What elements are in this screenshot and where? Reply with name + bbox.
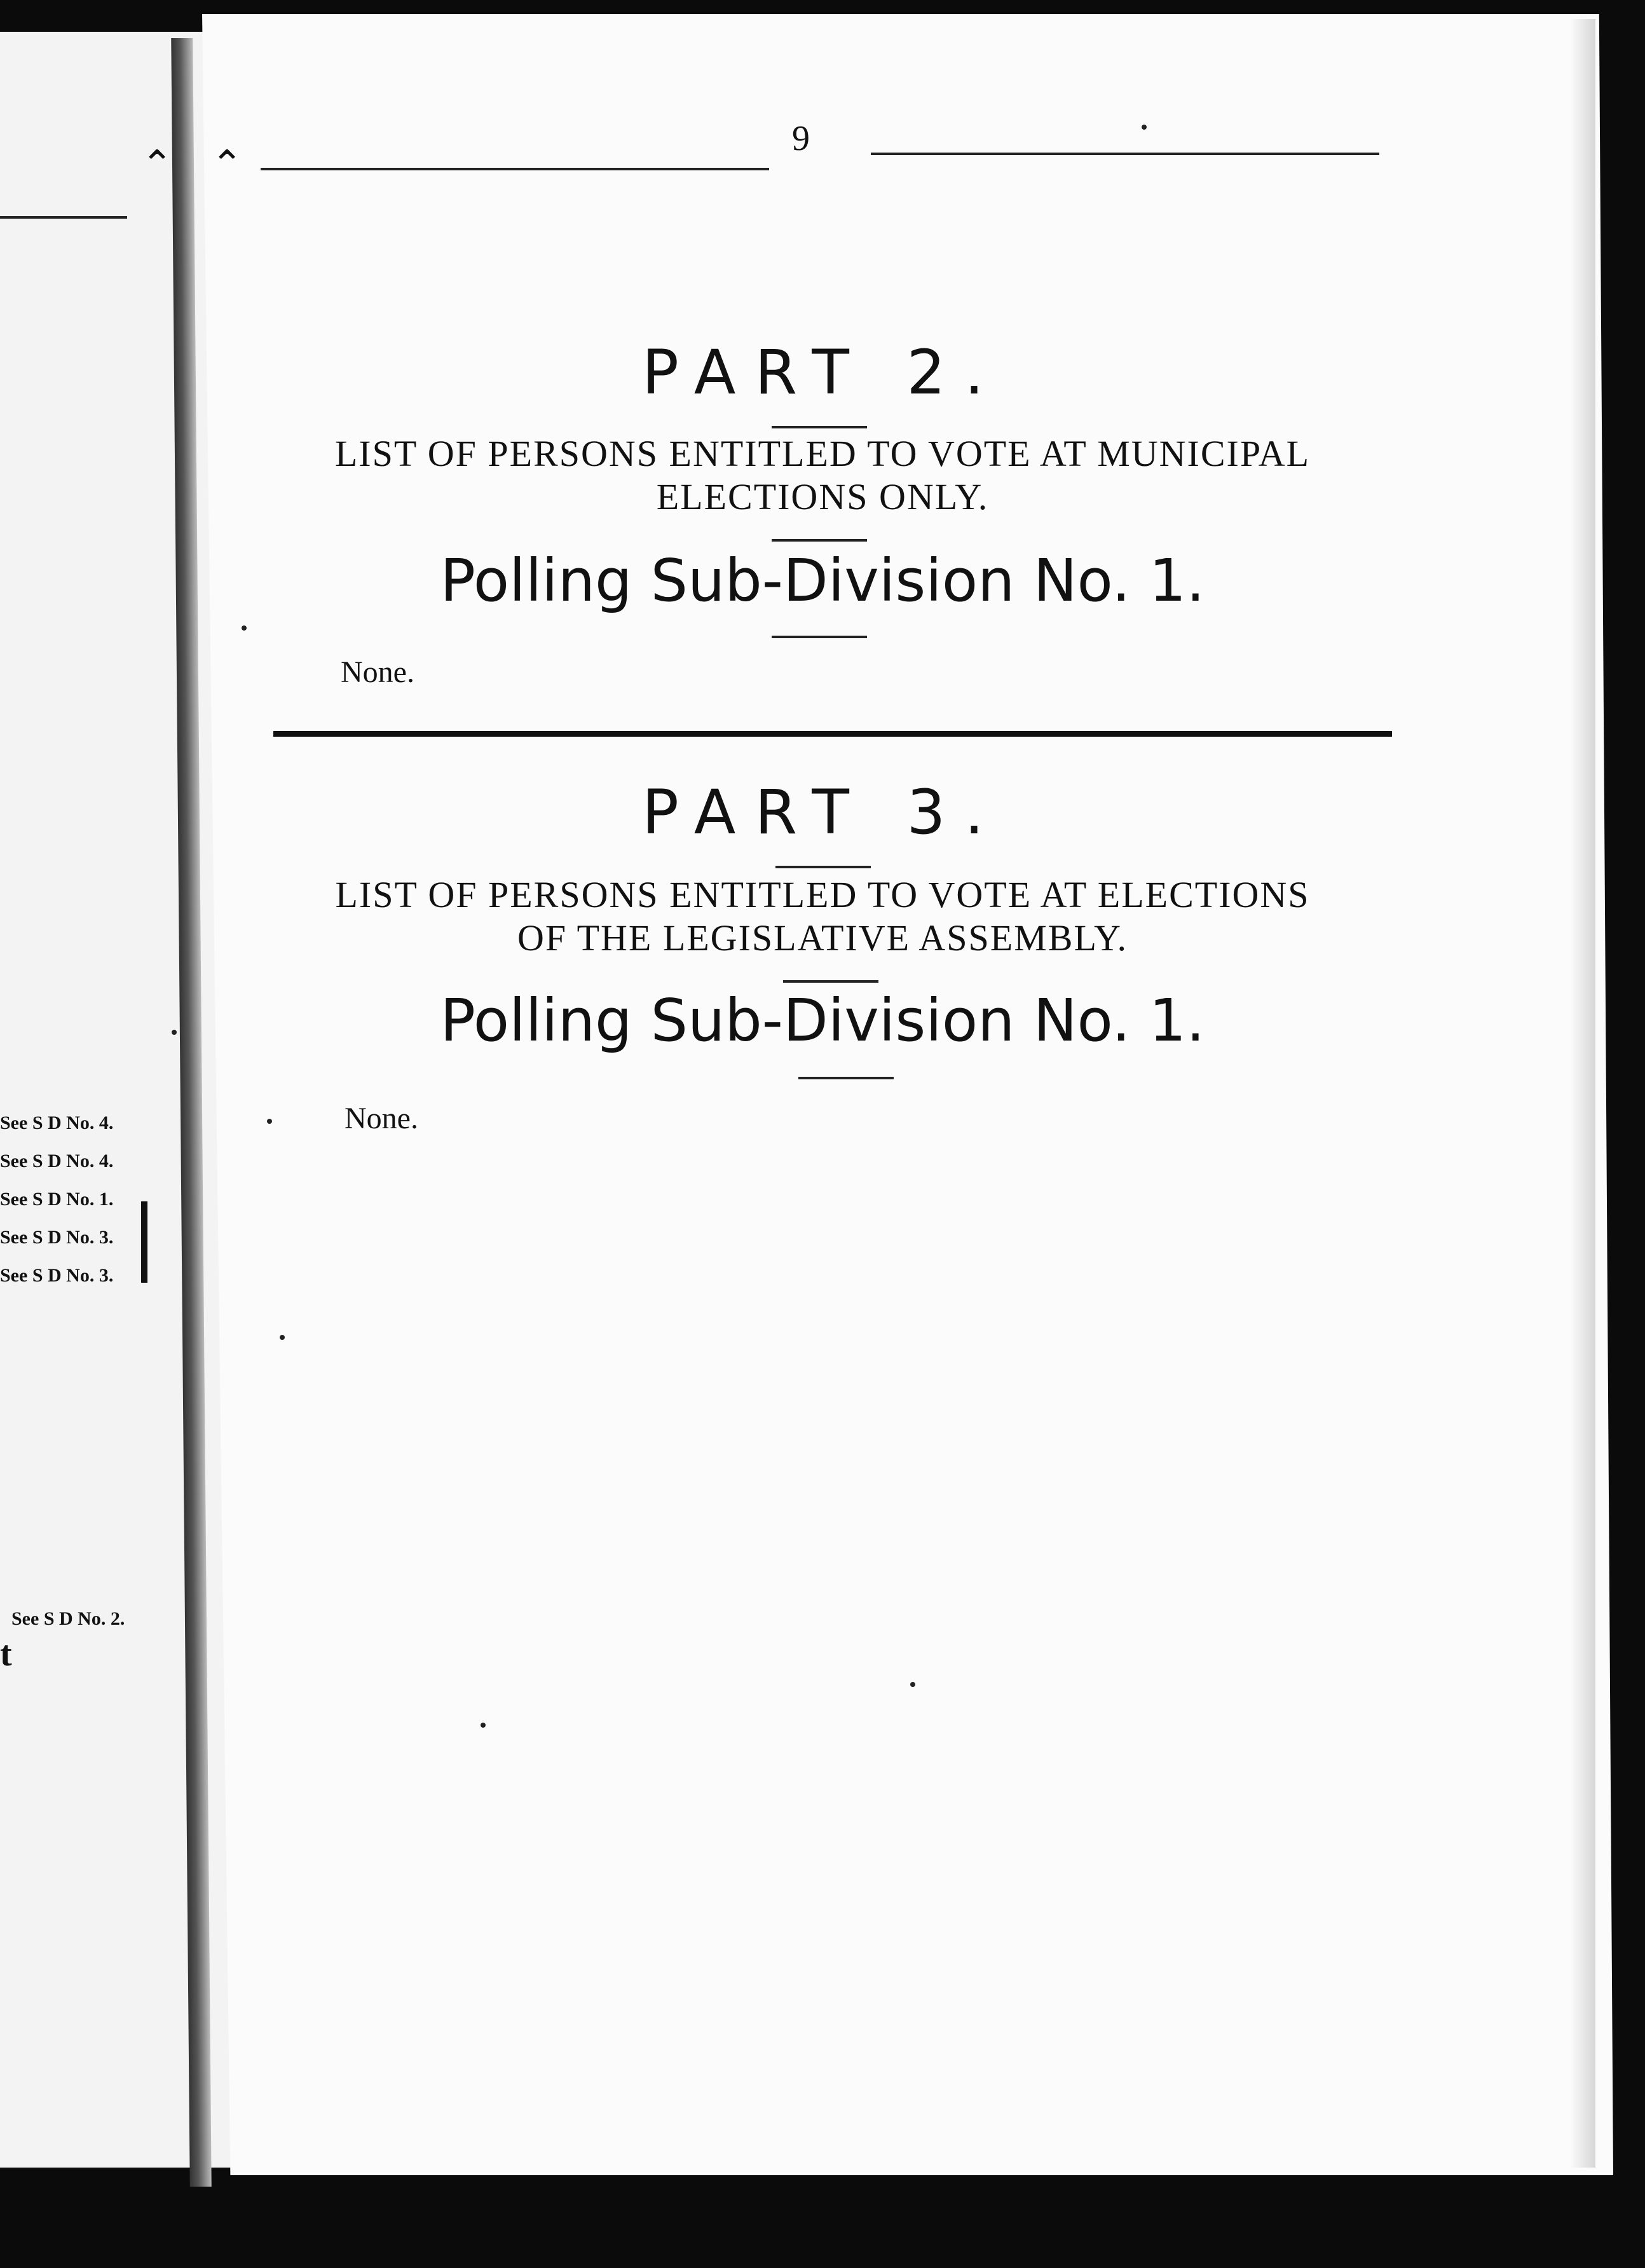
cross-reference-bottom: See S D No. 2. [11, 1608, 125, 1629]
part-2-list-title-line-1: LIST OF PERSONS ENTITLED TO VOTE AT MUNICIPAL [334, 433, 1311, 474]
page-number: 9 [792, 119, 810, 158]
part-3-list-title-line-1: LIST OF PERSONS ENTITLED TO VOTE AT ELECTIONS [335, 874, 1310, 915]
caret-mark-icon: ⌃ [141, 144, 174, 186]
cross-reference-4: See S D No. 3. [0, 1227, 114, 1248]
part-2-entries: None. [341, 655, 414, 689]
part-2-heading: PART 2. [642, 337, 1003, 408]
ink-speck [280, 1335, 285, 1340]
divider-rule [775, 866, 871, 868]
header-rule-left [261, 168, 769, 170]
ink-speck [267, 1119, 272, 1124]
part-3-heading: PART 3. [642, 777, 1003, 848]
caret-mark-icon: ⌃ [211, 144, 243, 186]
cross-reference-1: See S D No. 4. [0, 1112, 114, 1133]
part-3-entries: None. [345, 1102, 418, 1135]
ink-speck [172, 1030, 177, 1035]
ink-speck [242, 625, 247, 631]
header-rule-right [871, 153, 1379, 155]
ink-speck [1142, 125, 1147, 130]
cross-reference-2: See S D No. 4. [0, 1151, 114, 1172]
section-separator [273, 731, 1392, 737]
left-page-fragment: t [0, 1634, 12, 1674]
part-3-polling-subdivision: Polling Sub-Division No. 1. [440, 987, 1205, 1055]
left-page-rule [0, 216, 127, 219]
ink-speck [481, 1723, 486, 1728]
divider-rule [798, 1077, 894, 1079]
divider-rule [783, 980, 878, 983]
part-2-polling-subdivision: Polling Sub-Division No. 1. [440, 547, 1205, 615]
divider-rule [772, 636, 867, 638]
part-2-list-title-line-2: ELECTIONS ONLY. [656, 476, 989, 517]
divider-rule [772, 426, 867, 428]
bracket-mark [141, 1201, 147, 1283]
cross-reference-3: See S D No. 1. [0, 1189, 114, 1210]
divider-rule [772, 539, 867, 542]
part-3-list-title-line-2: OF THE LEGISLATIVE ASSEMBLY. [517, 917, 1128, 959]
ink-speck [910, 1682, 915, 1687]
cross-reference-5: See S D No. 3. [0, 1265, 114, 1286]
